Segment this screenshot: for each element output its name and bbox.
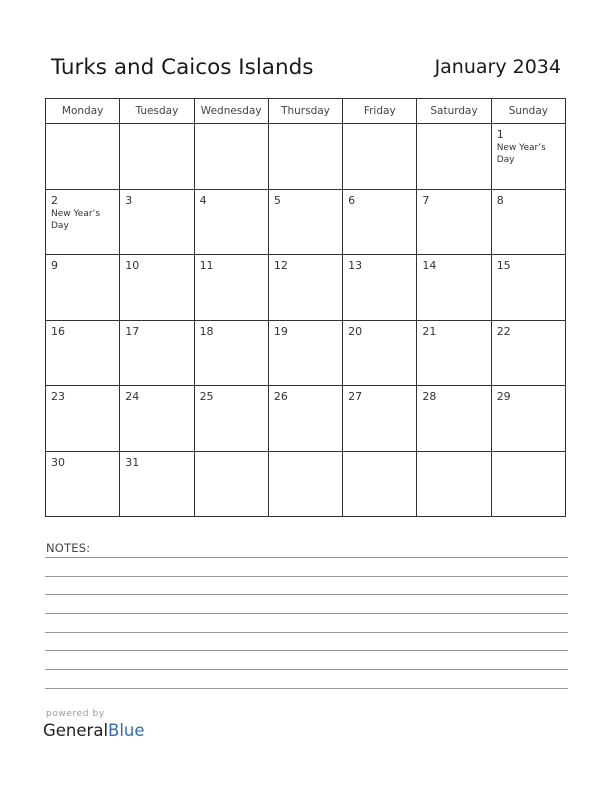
day-number: 31 xyxy=(125,455,140,469)
day-number: 18 xyxy=(199,324,214,338)
day-cell xyxy=(268,386,342,452)
day-number: 30 xyxy=(51,455,65,469)
empty-day-cell xyxy=(268,124,342,190)
day-cell xyxy=(194,255,268,321)
month-year-title: January 2034 xyxy=(434,56,561,78)
notes-label: NOTES: xyxy=(46,541,91,555)
day-number: 9 xyxy=(51,259,58,272)
brand-blue: Blue xyxy=(108,721,145,740)
calendar-week-row xyxy=(46,386,566,452)
notes-line xyxy=(45,594,568,595)
day-cell xyxy=(46,386,120,452)
day-number: 26 xyxy=(273,390,288,403)
country-title: Turks and Caicos Islands xyxy=(51,55,314,80)
weekday-saturday: Saturday xyxy=(417,99,491,124)
day-number: 11 xyxy=(199,259,214,272)
notes-line xyxy=(45,650,568,651)
empty-day-cell xyxy=(194,124,268,190)
day-number: 27 xyxy=(348,390,363,403)
weekday-tuesday: Tuesday xyxy=(120,99,194,124)
holiday-label: New Year’s Day xyxy=(496,143,546,165)
powered-by-text: powered by xyxy=(46,709,105,719)
day-number: 24 xyxy=(125,390,140,403)
day-cell xyxy=(491,189,565,255)
day-number: 14 xyxy=(422,259,437,272)
day-cell xyxy=(417,386,491,452)
day-number: 7 xyxy=(422,193,430,207)
day-cell xyxy=(120,386,194,452)
empty-day-cell xyxy=(417,451,491,517)
day-number: 29 xyxy=(496,390,511,403)
empty-day-cell xyxy=(46,124,120,190)
day-number: 10 xyxy=(125,259,140,272)
day-cell xyxy=(194,320,268,386)
empty-day-cell xyxy=(343,124,417,190)
day-number: 17 xyxy=(125,324,140,338)
day-number: 15 xyxy=(496,259,511,272)
day-cell xyxy=(194,189,268,255)
day-cell xyxy=(417,255,491,321)
day-cell xyxy=(417,320,491,386)
empty-day-cell xyxy=(268,451,342,517)
calendar-week-row xyxy=(46,255,566,321)
day-number: 20 xyxy=(348,324,363,338)
weekday-thursday: Thursday xyxy=(268,99,342,124)
weekday-wednesday: Wednesday xyxy=(194,99,268,124)
empty-day-cell xyxy=(120,124,194,190)
calendar-week-row xyxy=(46,451,566,517)
day-cell xyxy=(120,451,194,517)
day-cell xyxy=(343,320,417,386)
day-cell xyxy=(343,189,417,255)
empty-day-cell xyxy=(417,124,491,190)
day-cell xyxy=(46,189,120,255)
day-cell xyxy=(120,320,194,386)
day-number: 4 xyxy=(199,193,207,207)
brand-general: General xyxy=(43,721,109,740)
day-number: 23 xyxy=(51,390,65,403)
calendar-week-row xyxy=(46,124,566,190)
day-cell xyxy=(120,255,194,321)
day-cell xyxy=(491,320,565,386)
day-cell xyxy=(491,124,565,190)
day-number: 22 xyxy=(496,324,511,338)
empty-day-cell xyxy=(194,451,268,517)
day-cell xyxy=(46,320,120,386)
day-number: 2 xyxy=(51,193,58,207)
day-cell xyxy=(46,451,120,517)
weekday-header-row xyxy=(46,99,566,124)
day-number: 1 xyxy=(496,128,504,141)
day-cell xyxy=(120,189,194,255)
day-number: 16 xyxy=(51,324,65,338)
day-number: 21 xyxy=(422,324,437,338)
day-number: 25 xyxy=(199,390,214,403)
notes-line xyxy=(45,632,568,633)
weekday-monday: Monday xyxy=(46,99,120,124)
calendar-week-row xyxy=(46,189,566,255)
day-cell xyxy=(491,255,565,321)
day-cell xyxy=(46,255,120,321)
weekday-friday: Friday xyxy=(343,99,417,124)
calendar-body xyxy=(46,124,566,517)
day-number: 3 xyxy=(125,193,133,207)
day-number: 5 xyxy=(273,193,281,207)
notes-line xyxy=(45,576,568,577)
day-cell xyxy=(343,255,417,321)
day-cell xyxy=(268,255,342,321)
day-number: 28 xyxy=(422,390,437,403)
day-cell xyxy=(491,386,565,452)
generalblue-logo xyxy=(43,721,145,740)
day-cell xyxy=(194,386,268,452)
empty-day-cell xyxy=(491,451,565,517)
notes-line xyxy=(45,613,568,614)
day-cell xyxy=(268,189,342,255)
calendar-week-row xyxy=(46,320,566,386)
day-number: 13 xyxy=(348,259,363,272)
calendar-grid xyxy=(45,98,566,517)
empty-day-cell xyxy=(343,451,417,517)
day-number: 12 xyxy=(273,259,288,272)
notes-line xyxy=(45,669,568,670)
day-cell xyxy=(343,386,417,452)
day-number: 19 xyxy=(273,324,288,338)
weekday-sunday: Sunday xyxy=(491,99,565,124)
notes-line xyxy=(45,557,568,558)
day-cell xyxy=(417,189,491,255)
day-number: 6 xyxy=(348,193,356,207)
day-number: 8 xyxy=(496,193,504,207)
day-cell xyxy=(268,320,342,386)
notes-line xyxy=(45,688,568,689)
holiday-label: New Year’s Day xyxy=(51,208,101,231)
